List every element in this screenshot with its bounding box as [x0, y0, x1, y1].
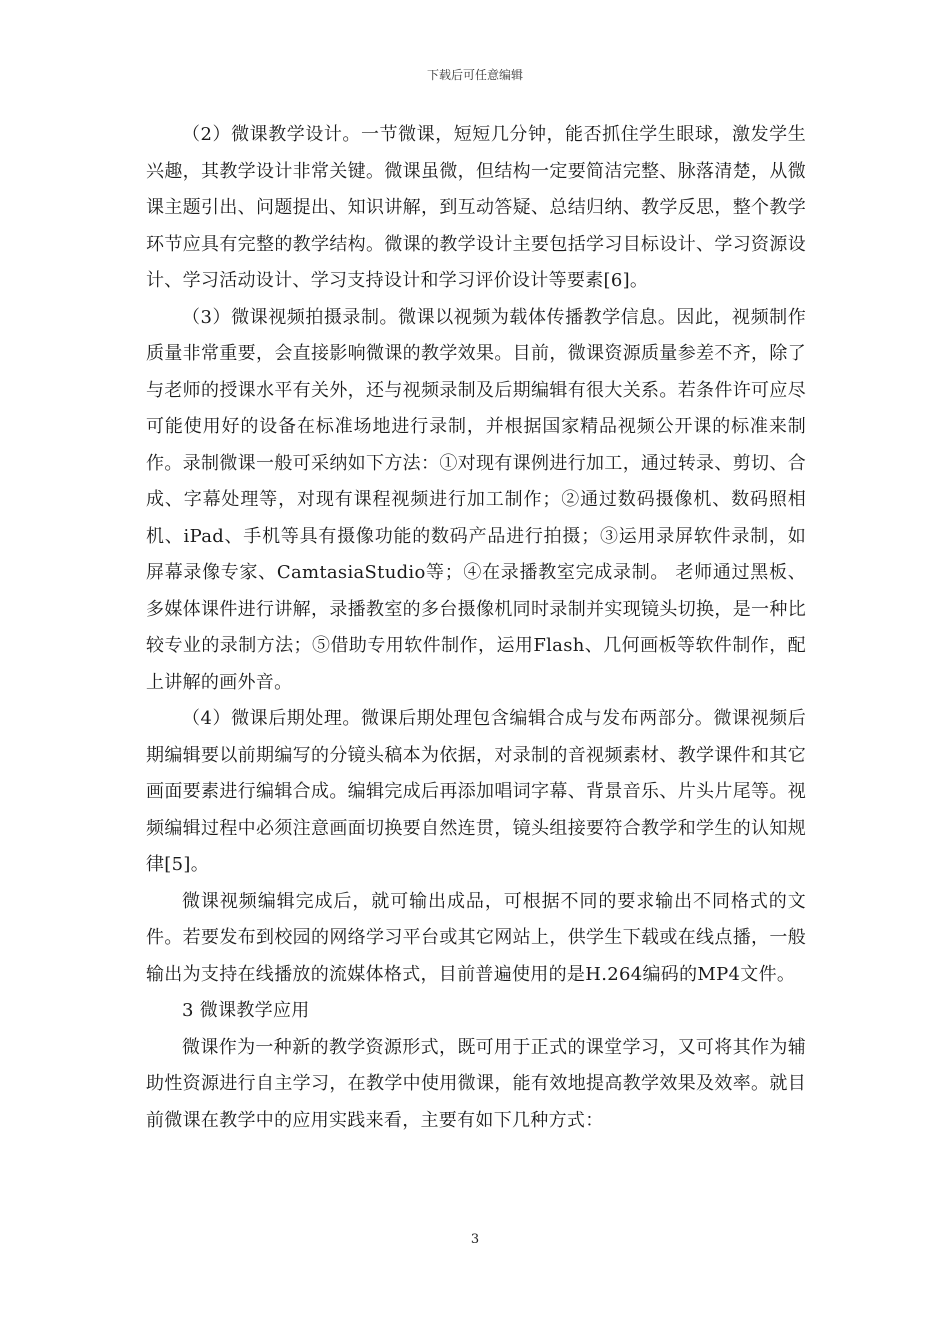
paragraph-post-processing: （4）微课后期处理。微课后期处理包含编辑合成与发布两部分。微课视频后期编辑要以前期编写的分镜头稿本为依据，对录制的音视频素材、教学课件和其它画面要素进行编辑合成。编辑完成后再添加唱词字幕、背景音乐、片头片尾等。视频编辑过程中必须注意画面切换要自然连贯，镜头组接要符合教学和学生的认知规律[5]。	[146, 708, 806, 875]
page-number: 3	[470, 1232, 480, 1247]
page-header: 下载后可任意编辑	[426, 68, 523, 82]
paragraph-application: 微课作为一种新的教学资源形式，既可用于正式的课堂学习，又可将其作为辅助性资源进行自主学习，在教学中使用微课，能有效地提高教学效果及效率。就目前微课在教学中的应用实践来看，主要有如下几种方式：	[146, 1036, 806, 1131]
paragraph-output: 微课视频编辑完成后，就可输出成品，可根据不同的要求输出不同格式的文件。若要发布到校园的网络学习平台或其它网站上，供学生下载或在线点播，一般输出为支持在线播放的流媒体格式，目前普遍使用的是H.264编码的MP4文件。	[146, 890, 806, 985]
paragraph-teaching-design: （2）微课教学设计。一节微课，短短几分钟，能否抓住学生眼球，激发学生兴趣，其教学设计非常关键。微课虽微，但结构一定要简洁完整、脉落清楚，从微课主题引出、问题提出、知识讲解，到互动答疑、总结归纳、教学反思，整个教学环节应具有完整的教学结构。微课的教学设计主要包括学习目标设计、学习资源设计、学习活动设计、学习支持设计和学习评价设计等要素[6]。	[146, 124, 806, 291]
section-heading: 3 微课教学应用	[182, 1000, 310, 1021]
document-body	[146, 117, 806, 1139]
paragraph-video-recording: （3）微课视频拍摄录制。微课以视频为载体传播教学信息。因此，视频制作质量非常重要，会直接影响微课的教学效果。目前，微课资源质量参差不齐，除了与老师的授课水平有关外，还与视频录制及后期编辑有很大关系。若条件许可应尽可能使用好的设备在标准场地进行录制，并根据国家精品视频公开课的标准来制作。录制微课一般可采纳如下方法：①对现有课例进行加工，通过转录、剪切、合成、字幕处理等，对现有课程视频进行加工制作；②通过数码摄像机、数码照相机、iPad、手机等具有摄像功能的数码产品进行拍摄；③运用录屏软件录制，如屏幕录像专家、CamtasiaStudio等；④在录播教室完成录制。 老师通过黑板、多媒体课件进行讲解，录播教室的多台摄像机同时录制并实现镜头切换，是一种比较专业的录制方法；⑤借助专用软件制作，运用Flash、几何画板等软件制作，配上讲解的画外音。	[146, 306, 806, 693]
